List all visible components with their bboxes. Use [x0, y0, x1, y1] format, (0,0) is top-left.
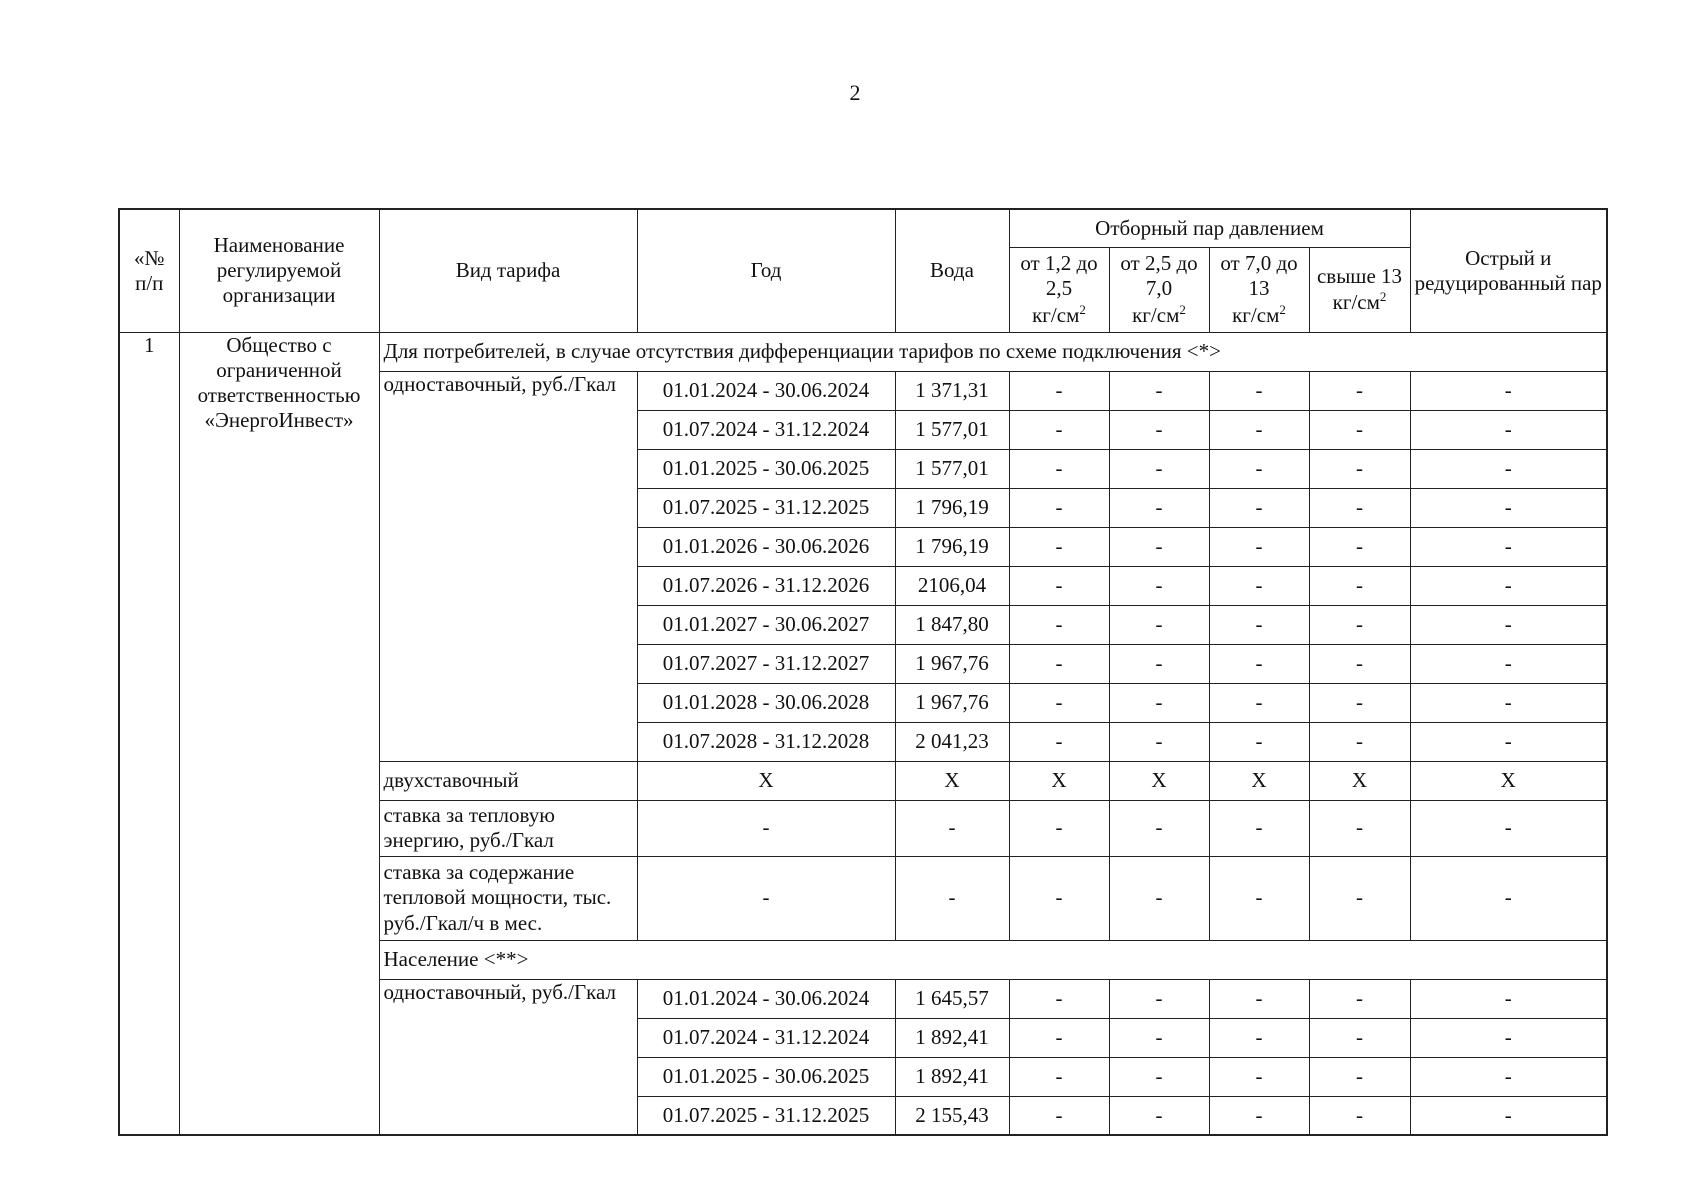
dash-cell: -	[1410, 1096, 1607, 1135]
pressure-range: от 7,0 до 13	[1220, 251, 1298, 301]
x-mark-cell: X	[1309, 761, 1410, 800]
header-steam-group: Отборный пар давлением	[1009, 209, 1410, 247]
header-pressure-2	[1109, 247, 1209, 332]
water-value-cell: 1 796,19	[895, 488, 1009, 527]
dash-cell: -	[1109, 683, 1209, 722]
dash-cell: -	[1009, 856, 1109, 940]
dash-cell: -	[1309, 371, 1410, 410]
dash-cell: -	[1009, 1018, 1109, 1057]
dash-cell: -	[1009, 722, 1109, 761]
dash-cell: -	[1009, 449, 1109, 488]
dash-cell: -	[1209, 644, 1309, 683]
header-sharp-steam: Острый и редуцированный пар	[1410, 209, 1607, 332]
x-mark-cell: X	[895, 761, 1009, 800]
row-number: 1	[119, 332, 179, 1135]
dash-cell: -	[1410, 722, 1607, 761]
dash-cell: -	[1109, 566, 1209, 605]
dash-cell: -	[1009, 979, 1109, 1018]
header-pressure-3	[1209, 247, 1309, 332]
water-value-cell: 1 577,01	[895, 449, 1009, 488]
dash-cell: -	[1309, 488, 1410, 527]
dash-cell: -	[1009, 800, 1109, 856]
organization-name: Общество с ограниченной ответственностью «ЭнергоИнвест»	[179, 332, 379, 1135]
dash-cell: -	[1410, 856, 1607, 940]
dash-cell: -	[1410, 644, 1607, 683]
pressure-unit: $кг/см^2$	[1332, 289, 1387, 314]
period-cell: 01.07.2025 - 31.12.2025	[637, 1096, 895, 1135]
dash-cell: -	[1410, 410, 1607, 449]
water-value-cell: 2 041,23	[895, 722, 1009, 761]
period-cell: 01.01.2025 - 30.06.2025	[637, 1057, 895, 1096]
dash-cell: -	[1209, 1057, 1309, 1096]
section-title-population: Население <**>	[379, 940, 1607, 979]
water-value-cell: 1 371,31	[895, 371, 1009, 410]
dash-cell: -	[1209, 683, 1309, 722]
pressure-unit: $кг/см^2$	[1232, 301, 1286, 327]
water-value-cell: 1 645,57	[895, 979, 1009, 1018]
dash-cell: -	[1209, 605, 1309, 644]
dash-cell: -	[1009, 488, 1109, 527]
header-org: Наименование регулируемой организации	[179, 209, 379, 332]
dash-cell: -	[1309, 527, 1410, 566]
dash-cell: -	[895, 800, 1009, 856]
section-title-consumers: Для потребителей, в случае отсутствия дифференциации тарифов по схеме подключения <*>	[379, 332, 1607, 371]
dash-cell: -	[1209, 566, 1309, 605]
capacity-rate-label: ставка за содержание тепловой мощности, тыс. руб./Гкал/ч в мес.	[379, 856, 637, 940]
dash-cell: -	[1209, 800, 1309, 856]
pressure-range: от 1,2 до 2,5	[1020, 251, 1098, 301]
dash-cell: -	[1009, 1057, 1109, 1096]
dash-cell: -	[1410, 1018, 1607, 1057]
water-value-cell: 1 967,76	[895, 644, 1009, 683]
dash-cell: -	[1009, 644, 1109, 683]
dash-cell: -	[895, 856, 1009, 940]
dash-cell: -	[1410, 800, 1607, 856]
dash-cell: -	[1309, 1018, 1410, 1057]
dash-cell: -	[1209, 722, 1309, 761]
dash-cell: -	[1109, 605, 1209, 644]
dash-cell: -	[1410, 683, 1607, 722]
period-cell: 01.01.2025 - 30.06.2025	[637, 449, 895, 488]
dash-cell: -	[1009, 371, 1109, 410]
dash-cell: -	[1009, 527, 1109, 566]
period-cell: 01.07.2026 - 31.12.2026	[637, 566, 895, 605]
period-cell: 01.01.2027 - 30.06.2027	[637, 605, 895, 644]
dash-cell: -	[1209, 856, 1309, 940]
dash-cell: -	[1410, 449, 1607, 488]
dash-cell: -	[1309, 1057, 1410, 1096]
dash-cell: -	[1410, 979, 1607, 1018]
pressure-range: свыше 13	[1316, 263, 1403, 288]
period-cell: 01.01.2024 - 30.06.2024	[637, 371, 895, 410]
dash-cell: -	[1109, 800, 1209, 856]
x-mark-cell: X	[637, 761, 895, 800]
period-cell: 01.01.2026 - 30.06.2026	[637, 527, 895, 566]
header-num: «№ п/п	[119, 209, 179, 332]
page-number: 2	[849, 80, 861, 105]
dash-cell: -	[1109, 527, 1209, 566]
heat-rate-label: ставка за тепловую энергию, руб./Гкал	[379, 800, 637, 856]
dash-cell: -	[1109, 856, 1209, 940]
dash-cell: -	[1109, 722, 1209, 761]
water-value-cell: 1 847,80	[895, 605, 1009, 644]
dash-cell: -	[1109, 1096, 1209, 1135]
dash-cell: -	[1309, 722, 1410, 761]
dash-cell: -	[1410, 1057, 1607, 1096]
header-pressure-1	[1009, 247, 1109, 332]
dash-cell: -	[1209, 488, 1309, 527]
dash-cell: -	[1309, 449, 1410, 488]
dash-cell: -	[1109, 488, 1209, 527]
dash-cell: -	[1109, 644, 1209, 683]
two-rate-label: двухставочный	[379, 761, 637, 800]
dash-cell: -	[1410, 488, 1607, 527]
dash-cell: -	[1309, 566, 1410, 605]
dash-cell: -	[1009, 566, 1109, 605]
dash-cell: -	[1410, 566, 1607, 605]
dash-cell: -	[1109, 979, 1209, 1018]
dash-cell: -	[637, 800, 895, 856]
dash-cell: -	[1209, 979, 1309, 1018]
dash-cell: -	[1009, 683, 1109, 722]
dash-cell: -	[1410, 371, 1607, 410]
period-cell: 01.07.2024 - 31.12.2024	[637, 1018, 895, 1057]
water-value-cell: 2 155,43	[895, 1096, 1009, 1135]
water-value-cell: 1 892,41	[895, 1018, 1009, 1057]
header-water: Вода	[895, 209, 1009, 332]
population-single-rate-label: одноставочный, руб./Гкал	[379, 979, 637, 1135]
period-cell: 01.07.2028 - 31.12.2028	[637, 722, 895, 761]
dash-cell: -	[1109, 410, 1209, 449]
x-mark-cell: X	[1209, 761, 1309, 800]
dash-cell: -	[637, 856, 895, 940]
header-year: Год	[637, 209, 895, 332]
period-cell: 01.07.2025 - 31.12.2025	[637, 488, 895, 527]
dash-cell: -	[1309, 800, 1410, 856]
dash-cell: -	[1309, 605, 1410, 644]
dash-cell: -	[1209, 449, 1309, 488]
water-value-cell: 1 796,19	[895, 527, 1009, 566]
dash-cell: -	[1109, 1018, 1209, 1057]
dash-cell: -	[1309, 644, 1410, 683]
dash-cell: -	[1109, 449, 1209, 488]
water-value-cell: 2106,04	[895, 566, 1009, 605]
water-value-cell: 1 892,41	[895, 1057, 1009, 1096]
dash-cell: -	[1209, 1096, 1309, 1135]
dash-cell: -	[1009, 410, 1109, 449]
pressure-unit: $кг/см^2$	[1132, 301, 1186, 327]
dash-cell: -	[1410, 527, 1607, 566]
dash-cell: -	[1309, 1096, 1410, 1135]
dash-cell: -	[1209, 371, 1309, 410]
water-value-cell: 1 577,01	[895, 410, 1009, 449]
header-tariff-type: Вид тарифа	[379, 209, 637, 332]
period-cell: 01.07.2024 - 31.12.2024	[637, 410, 895, 449]
x-mark-cell: X	[1009, 761, 1109, 800]
period-cell: 01.01.2028 - 30.06.2028	[637, 683, 895, 722]
x-mark-cell: X	[1109, 761, 1209, 800]
pressure-unit: $кг/см^2$	[1032, 301, 1086, 327]
x-mark-cell: X	[1410, 761, 1607, 800]
tariff-table	[118, 208, 1608, 1136]
dash-cell: -	[1410, 605, 1607, 644]
period-cell: 01.01.2024 - 30.06.2024	[637, 979, 895, 1018]
dash-cell: -	[1109, 371, 1209, 410]
dash-cell: -	[1209, 1018, 1309, 1057]
dash-cell: -	[1309, 979, 1410, 1018]
period-cell: 01.07.2027 - 31.12.2027	[637, 644, 895, 683]
single-rate-label: одноставочный, руб./Гкал	[379, 371, 637, 761]
dash-cell: -	[1009, 605, 1109, 644]
pressure-range: от 2,5 до 7,0	[1120, 251, 1198, 301]
dash-cell: -	[1209, 527, 1309, 566]
dash-cell: -	[1009, 1096, 1109, 1135]
dash-cell: -	[1309, 856, 1410, 940]
header-pressure-4	[1309, 247, 1410, 332]
dash-cell: -	[1109, 1057, 1209, 1096]
dash-cell: -	[1309, 410, 1410, 449]
dash-cell: -	[1209, 410, 1309, 449]
dash-cell: -	[1309, 683, 1410, 722]
water-value-cell: 1 967,76	[895, 683, 1009, 722]
